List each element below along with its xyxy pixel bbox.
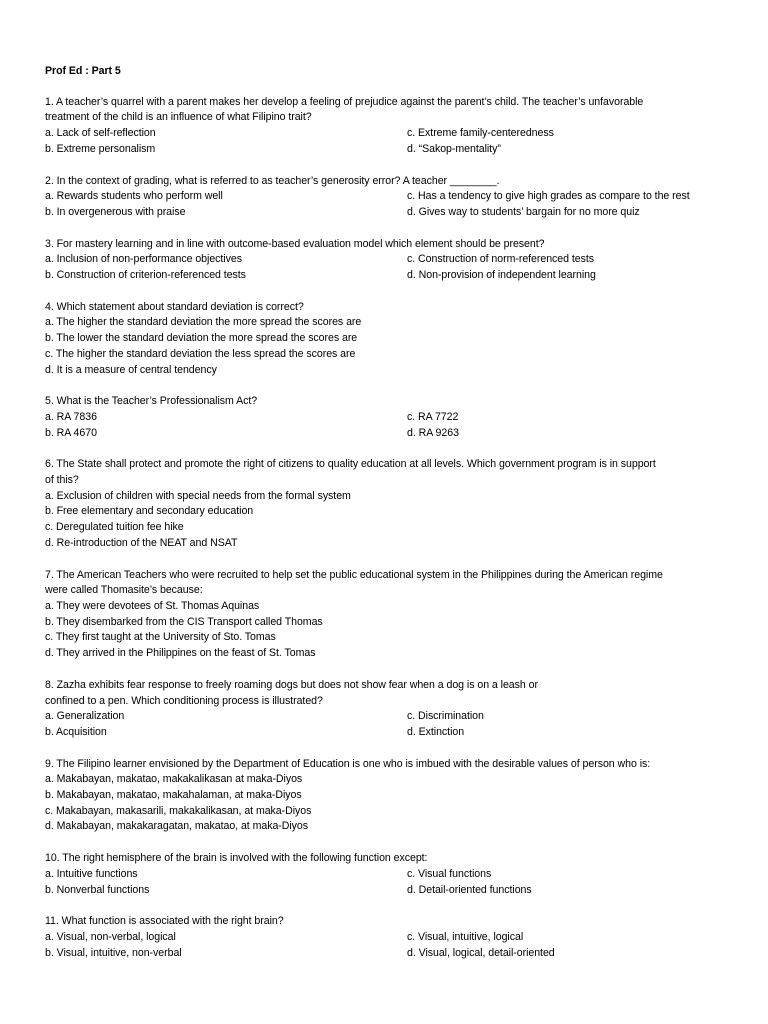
question-stem-line: 7. The American Teachers who were recruited to help set the public educational system in the Philippines during the American regime bbox=[45, 568, 663, 581]
answer-option: c. Makabayan, makasarili, makakalikasan, at maka-Diyos bbox=[45, 804, 312, 817]
answer-option: d. Re-introduction of the NEAT and NSAT bbox=[45, 536, 238, 549]
answer-option: a. Rewards students who perform well bbox=[45, 190, 223, 203]
answer-option: a. Generalization bbox=[45, 710, 125, 723]
question-stem-line: 1. A teacher’s quarrel with a parent makes her develop a feeling of prejudice against the parent’s child. The teacher’s unfavorable bbox=[45, 95, 644, 108]
question-stem-line: treatment of the child is an influence of what Filipino trait? bbox=[45, 111, 312, 124]
question-stem bbox=[45, 300, 728, 316]
question-stem bbox=[45, 174, 728, 190]
answer-option: a. Intuitive functions bbox=[45, 867, 138, 880]
answer-options bbox=[45, 709, 728, 740]
answer-options bbox=[45, 599, 728, 662]
answer-option: d. Makabayan, makakaragatan, makatao, at maka-Diyos bbox=[45, 820, 309, 833]
answer-option: b. Acquisition bbox=[45, 725, 107, 738]
answer-option: d. Visual, logical, detail-oriented bbox=[407, 946, 555, 959]
answer-option: a. Lack of self-reflection bbox=[45, 127, 156, 140]
answer-options bbox=[45, 867, 728, 898]
question-7 bbox=[45, 568, 728, 662]
answer-option: a. Exclusion of children with special needs from the formal system bbox=[45, 489, 351, 502]
answer-option: c. Construction of norm-referenced tests bbox=[407, 253, 595, 266]
answer-option: b. Makabayan, makatao, makahalaman, at maka-Diyos bbox=[45, 789, 302, 802]
answer-option: d. Non-provision of independent learning bbox=[407, 269, 596, 282]
question-stem bbox=[45, 851, 728, 867]
question-stem bbox=[45, 678, 728, 709]
question-stem-line: 11. What function is associated with the right brain? bbox=[45, 915, 284, 928]
answer-option: b. They disembarked from the CIS Transport called Thomas bbox=[45, 615, 323, 628]
answer-options bbox=[45, 252, 728, 283]
answer-option: a. Visual, non-verbal, logical bbox=[45, 930, 176, 943]
question-stem bbox=[45, 95, 728, 126]
answer-options bbox=[45, 772, 728, 835]
answer-option: b. The lower the standard deviation the more spread the scores are bbox=[45, 332, 358, 345]
question-stem-line: 8. Zazha exhibits fear response to freely roaming dogs but does not show fear when a dog is on a leash or bbox=[45, 678, 538, 691]
document-title: Prof Ed : Part 5 bbox=[45, 65, 121, 77]
answer-option: c. Visual, intuitive, logical bbox=[407, 930, 524, 943]
question-stem-line: 6. The State shall protect and promote the right of citizens to quality education at all levels. Which government program is in support bbox=[45, 458, 656, 471]
answer-option: a. Inclusion of non-performance objectives bbox=[45, 253, 242, 266]
answer-option: d. RA 9263 bbox=[407, 426, 459, 439]
answer-option: d. They arrived in the Philippines on the feast of St. Tomas bbox=[45, 647, 316, 660]
answer-option: c. They first taught at the University of Sto. Tomas bbox=[45, 631, 276, 644]
question-6 bbox=[45, 457, 728, 551]
answer-options bbox=[45, 410, 728, 441]
question-stem-line: 2. In the context of grading, what is referred to as teacher’s generosity error? A teacher ________. bbox=[45, 174, 500, 187]
question-8 bbox=[45, 678, 728, 741]
answer-option: b. Free elementary and secondary education bbox=[45, 505, 254, 518]
answer-option: c. Discrimination bbox=[407, 710, 484, 723]
question-3 bbox=[45, 237, 728, 284]
answer-option: b. Nonverbal functions bbox=[45, 883, 150, 896]
answer-options bbox=[45, 189, 728, 220]
answer-options bbox=[45, 315, 728, 378]
question-stem-line: 10. The right hemisphere of the brain is involved with the following function except: bbox=[45, 852, 428, 865]
answer-option: a. RA 7836 bbox=[45, 410, 97, 423]
answer-option: d. Gives way to students’ bargain for no more quiz bbox=[407, 205, 640, 218]
answer-option: b. Construction of criterion-referenced tests bbox=[45, 269, 246, 282]
answer-option: c. Extreme family-centeredness bbox=[407, 127, 554, 140]
question-4 bbox=[45, 300, 728, 379]
question-stem-line: were called Thomasite’s because: bbox=[45, 584, 203, 597]
question-stem-line: confined to a pen. Which conditioning process is illustrated? bbox=[45, 694, 323, 707]
question-stem-line: 9. The Filipino learner envisioned by the Department of Education is one who is imbued with the desirable values of person who is: bbox=[45, 757, 651, 770]
answer-option: c. Visual functions bbox=[407, 867, 492, 880]
answer-option: a. The higher the standard deviation the more spread the scores are bbox=[45, 316, 362, 329]
answer-option: c. Deregulated tuition fee hike bbox=[45, 521, 184, 534]
question-1 bbox=[45, 95, 728, 158]
answer-options bbox=[45, 126, 728, 157]
question-stem bbox=[45, 237, 728, 253]
answer-option: c. RA 7722 bbox=[407, 410, 459, 423]
question-stem bbox=[45, 914, 728, 930]
answer-option: b. RA 4670 bbox=[45, 426, 97, 439]
question-stem-line: 4. Which statement about standard deviation is correct? bbox=[45, 300, 304, 313]
answer-option: c. Has a tendency to give high grades as compare to the rest bbox=[407, 190, 690, 203]
question-stem bbox=[45, 394, 728, 410]
question-11 bbox=[45, 914, 728, 961]
question-stem-line: of this? bbox=[45, 474, 79, 487]
answer-option: b. Extreme personalism bbox=[45, 142, 156, 155]
question-2 bbox=[45, 174, 728, 221]
answer-option: b. Visual, intuitive, non-verbal bbox=[45, 946, 182, 959]
answer-option: d. “Sakop-mentality” bbox=[407, 142, 501, 155]
answer-option: a. Makabayan, makatao, makakalikasan at maka-Diyos bbox=[45, 773, 303, 786]
question-stem bbox=[45, 568, 728, 599]
question-list bbox=[45, 95, 728, 962]
question-stem bbox=[45, 757, 728, 773]
answer-option: d. Detail-oriented functions bbox=[407, 883, 532, 896]
answer-option: d. Extinction bbox=[407, 725, 465, 738]
answer-option: c. The higher the standard deviation the less spread the scores are bbox=[45, 347, 356, 360]
question-stem-line: 5. What is the Teacher’s Professionalism Act? bbox=[45, 395, 258, 408]
answer-option: d. It is a measure of central tendency bbox=[45, 363, 217, 376]
answer-options bbox=[45, 489, 728, 552]
question-5 bbox=[45, 394, 728, 441]
question-stem bbox=[45, 457, 728, 488]
answer-options bbox=[45, 930, 728, 961]
answer-option: a. They were devotees of St. Thomas Aquinas bbox=[45, 599, 260, 612]
answer-option: b. In overgenerous with praise bbox=[45, 205, 186, 218]
question-stem-line: 3. For mastery learning and in line with outcome-based evaluation model which element should be present? bbox=[45, 237, 545, 250]
question-9 bbox=[45, 757, 728, 836]
question-10 bbox=[45, 851, 728, 898]
